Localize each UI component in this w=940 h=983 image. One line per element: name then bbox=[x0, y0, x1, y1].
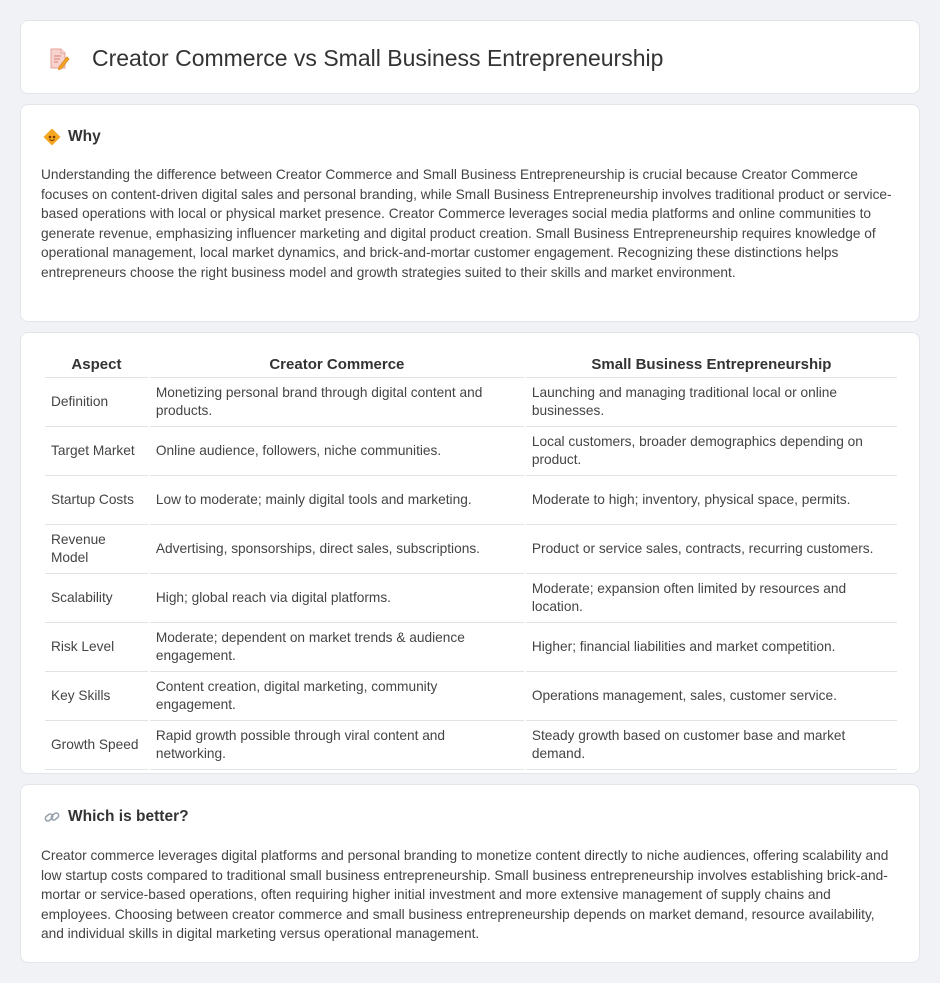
small-business-cell: Steady growth based on customer base and market demand. bbox=[526, 721, 897, 770]
table-row bbox=[45, 574, 897, 623]
creator-commerce-cell: Rapid growth possible through viral content and networking. bbox=[150, 721, 524, 770]
table-row bbox=[45, 476, 897, 525]
page-title: Creator Commerce vs Small Business Entrepreneurship bbox=[92, 45, 664, 71]
aspect-cell: Scalability bbox=[45, 574, 148, 623]
creator-commerce-cell: Advertising, sponsorships, direct sales, subscriptions. bbox=[150, 525, 524, 574]
why-text: Understanding the difference between Creator Commerce and Small Business Entrepreneurship is crucial because Creator Commerce focuses on content-driven digital sales and personal branding, while Small Business Entrepreneurship involves traditional product or service-based operations with local or physical market presence. Creator Commerce leverages social media platforms and online communities to generate revenue, emphasizing influencer marketing and digital product creation. Small Business Entrepreneurship requires knowledge of operational management, local market dynamics, and brick-and-mortar customer engagement. Recognizing these distinctions helps entrepreneurs choose the right business model and growth strategies suited to their skills and market environment. bbox=[41, 167, 892, 280]
table-row bbox=[45, 378, 897, 427]
small-business-cell: Local customers, broader demographics depending on product. bbox=[526, 427, 897, 476]
better-title: Which is better? bbox=[68, 808, 189, 825]
creator-commerce-cell: Content creation, digital marketing, community engagement. bbox=[150, 672, 524, 721]
small-business-cell: Launching and managing traditional local or online businesses. bbox=[526, 378, 897, 427]
which-is-better-section bbox=[20, 784, 920, 963]
aspect-cell: Growth Speed bbox=[45, 721, 148, 770]
table-row bbox=[45, 721, 897, 770]
why-heading bbox=[43, 127, 101, 147]
creator-commerce-cell: Moderate; dependent on market trends & audience engagement. bbox=[150, 623, 524, 672]
aspect-cell: Revenue Model bbox=[45, 525, 148, 574]
comparison-table bbox=[43, 352, 899, 770]
better-text: Creator commerce leverages digital platforms and personal branding to monetize content directly to niche audiences, offering scalability and low startup costs compared to traditional small business entrepreneurship. Small business entrepreneurship involves establishing brick-and-mortar or service-based operations, often requiring higher initial investment and more extensive management of supply chains and employees. Choosing between creator commerce and small business entrepreneurship depends on market demand, resource availability, and individual skills in digital marketing versus operational management. bbox=[41, 848, 889, 941]
small-business-cell: Moderate; expansion often limited by resources and location. bbox=[526, 574, 897, 623]
header-creator-commerce: Creator Commerce bbox=[150, 352, 524, 378]
why-title: Why bbox=[68, 128, 101, 145]
creator-commerce-cell: Online audience, followers, niche communities. bbox=[150, 427, 524, 476]
header-card bbox=[20, 20, 920, 94]
aspect-cell: Target Market bbox=[45, 427, 148, 476]
aspect-cell: Definition bbox=[45, 378, 148, 427]
why-section bbox=[20, 104, 920, 322]
small-business-cell: Product or service sales, contracts, recurring customers. bbox=[526, 525, 897, 574]
creator-commerce-cell: Monetizing personal brand through digital content and products. bbox=[150, 378, 524, 427]
comparison-section bbox=[20, 332, 920, 774]
aspect-cell: Startup Costs bbox=[45, 476, 148, 525]
link-icon bbox=[43, 808, 61, 826]
small-business-cell: Moderate to high; inventory, physical space, permits. bbox=[526, 476, 897, 525]
aspect-cell: Risk Level bbox=[45, 623, 148, 672]
table-row bbox=[45, 672, 897, 721]
creator-commerce-cell: High; global reach via digital platforms. bbox=[150, 574, 524, 623]
diamond-warning-icon bbox=[43, 128, 61, 146]
header-small-business: Small Business Entrepreneurship bbox=[526, 352, 897, 378]
better-heading bbox=[43, 807, 189, 827]
header-aspect: Aspect bbox=[45, 352, 148, 378]
creator-commerce-cell: Low to moderate; mainly digital tools and marketing. bbox=[150, 476, 524, 525]
document-pencil-icon bbox=[47, 47, 71, 71]
table-row bbox=[45, 525, 897, 574]
table-header-row bbox=[45, 352, 897, 378]
table-row bbox=[45, 427, 897, 476]
small-business-cell: Higher; financial liabilities and market competition. bbox=[526, 623, 897, 672]
small-business-cell: Operations management, sales, customer service. bbox=[526, 672, 897, 721]
aspect-cell: Key Skills bbox=[45, 672, 148, 721]
table-row bbox=[45, 623, 897, 672]
